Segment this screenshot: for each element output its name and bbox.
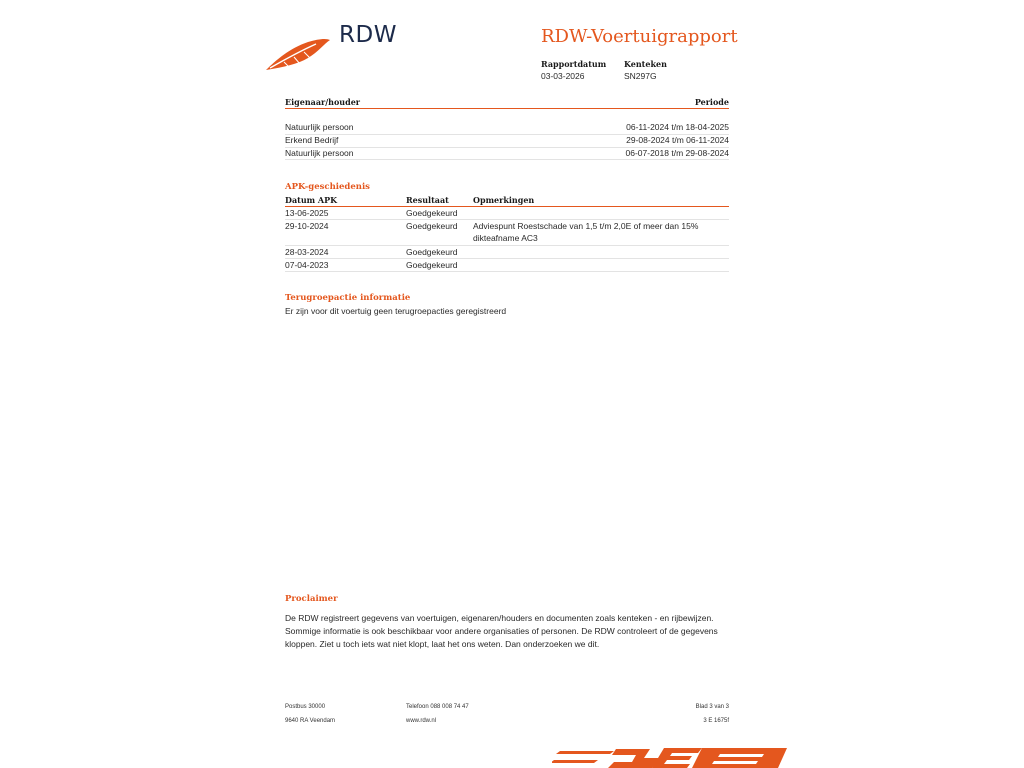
disclaimer-line: De RDW registreert gegevens van voertuigen, eigenaren/houders en documenten zoals kenteken - en rijbewijzen.: [285, 613, 714, 623]
owner-period: 06-07-2018 t/m 29-08-2024: [625, 148, 729, 158]
recall-section-title: Terugroepactie informatie: [285, 293, 411, 303]
owner-row: [285, 121, 729, 134]
apk-remark: Adviespunt Roestschade van 1,5 t/m 2,0E of meer dan 15%: [473, 221, 699, 231]
apk-date: 13-06-2025: [285, 208, 329, 218]
apk-section-title: APK-geschiedenis: [285, 182, 370, 192]
footer-address-2: 9640 RA Veendam: [285, 718, 336, 724]
decorative-stripes-graphic: [552, 746, 787, 768]
owner-type: Erkend Bedrijf: [285, 135, 339, 145]
feather-logo-icon: [264, 34, 332, 72]
owner-row: [285, 134, 729, 147]
owner-type: Natuurlijk persoon: [285, 122, 354, 132]
apk-date: 28-03-2024: [285, 247, 329, 257]
owners-header-rule: [285, 108, 729, 109]
apk-col-result: Resultaat: [406, 195, 449, 205]
owners-header-left: Eigenaar/houder: [285, 97, 361, 107]
plate-value: SN297G: [624, 71, 657, 81]
apk-col-remarks: Opmerkingen: [473, 195, 535, 205]
owner-period: 29-08-2024 t/m 06-11-2024: [626, 135, 729, 145]
apk-result: Goedgekeurd: [406, 221, 458, 231]
row-divider: [285, 159, 729, 160]
disclaimer-title: Proclaimer: [285, 594, 338, 604]
plate-label: Kenteken: [624, 59, 667, 69]
apk-result: Goedgekeurd: [406, 260, 458, 270]
logo-text: RDW: [339, 22, 397, 48]
footer-page: Blad 3 van 3: [695, 704, 729, 710]
footer-phone: Telefoon 088 008 74 47: [406, 704, 469, 710]
owner-period: 06-11-2024 t/m 18-04-2025: [626, 122, 729, 132]
row-divider: [285, 271, 729, 272]
report-date-label: Rapportdatum: [541, 59, 607, 69]
apk-date: 29-10-2024: [285, 221, 329, 231]
footer-address-1: Postbus 30000: [285, 704, 326, 710]
rdw-logo: [264, 22, 397, 72]
footer-website: www.rdw.nl: [406, 718, 437, 724]
disclaimer-line: kloppen. Ziet u toch iets wat niet klopt, laat het ons weten. Dan onderzoeken we dit.: [285, 639, 600, 649]
owner-type: Natuurlijk persoon: [285, 148, 354, 158]
owners-header-right: Periode: [694, 97, 729, 107]
report-date: 03-03-2026: [541, 71, 585, 81]
report-title: RDW-Voertuigrapport: [541, 26, 738, 47]
apk-remark-cont: dikteafname AC3: [473, 233, 538, 243]
apk-date: 07-04-2023: [285, 260, 329, 270]
footer-code: 3 E 1675f: [703, 718, 729, 724]
apk-col-date: Datum APK: [285, 195, 338, 205]
apk-result: Goedgekeurd: [406, 247, 458, 257]
recall-text: Er zijn voor dit voertuig geen terugroepacties geregistreerd: [285, 306, 507, 316]
apk-row: [285, 220, 729, 246]
apk-result: Goedgekeurd: [406, 208, 458, 218]
disclaimer-line: Sommige informatie is ook beschikbaar voor andere organisaties of personen. De RDW controleert of de gegevens: [285, 626, 718, 636]
